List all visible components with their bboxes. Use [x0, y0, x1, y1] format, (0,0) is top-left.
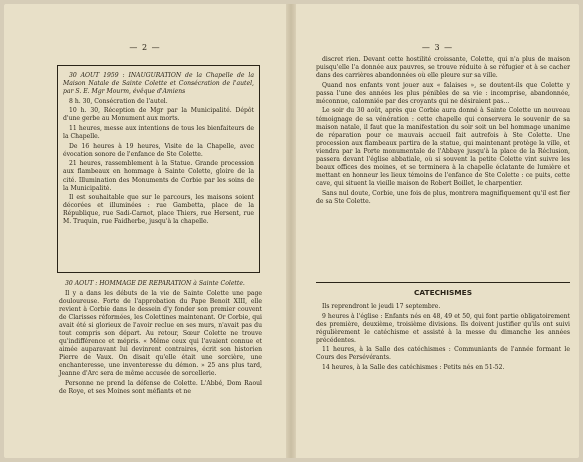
body-paragraph: Personne ne prend la défense de Colette. L'Abbé, Dom Raoul de Roye, et ses Moines sont méfiants et ne: [59, 379, 262, 395]
body-paragraph: 11 heures, à la Salle des catéchismes : Communiants de l'année formant le Cours des Persévérants.: [316, 346, 570, 362]
box-paragraph: De 16 heures à 19 heures, Visite de la Chapelle, avec évocation sonore de l'enfance de Ste Colette.: [63, 142, 254, 158]
right-page: [296, 4, 579, 458]
page-gutter: [286, 4, 296, 458]
section-divider: [316, 282, 570, 283]
section-heading: 30 AOUT : HOMMAGE DE REPARATION à Sainte Colette.: [65, 280, 245, 287]
page-number-right: — 3 —: [421, 43, 454, 52]
body-paragraph: discret rien. Devant cette hostilité croissante, Colette, qui n'a plus de maison puisqu'elle l'a donnée aux pauvres, se trouve réduite à se réfugier et à se cacher dans des carrières abandonnées où elle pleure sur sa ville.: [316, 56, 570, 80]
body-paragraph: 14 heures, à la Salle des catéchismes : Petits nés en 51-52.: [322, 364, 505, 372]
inauguration-programme-box: [57, 65, 260, 273]
box-heading: 30 AOUT 1959 : INAUGURATION de la Chapelle de la Maison Natale de Sainte Colette et Consécration de l'autel, par S. E. Mgr Mourm, évêque d'Amiens: [63, 72, 254, 96]
page-number-left: — 2 —: [129, 43, 161, 52]
booklet-spread: [4, 4, 579, 458]
body-paragraph: Ils reprendront le jeudi 17 septembre.: [322, 303, 441, 310]
body-paragraph: Quand nos enfants vont jouer aux « falaises », se doutent-ils que Colette y passa l'une des années les plus pénibles de sa vie : incomprise, abandonnée, méconnue, calomniée par des croyants qui ne désiraient pas...: [316, 81, 570, 105]
left-page: [4, 4, 286, 458]
box-paragraph: 8 h. 30, Consécration de l'autel.: [69, 97, 168, 105]
box-paragraph: 11 heures, messe aux intentions de tous les bienfaiteurs de la Chapelle.: [63, 125, 254, 141]
body-paragraph: Il y a dans les débuts de la vie de Sainte Colette une page douloureuse. Forte de l'approbation du Pape Benoit XIII, elle revient à Corbie dans le dessein d'y fonder son premier couvent de Clarisses réformées, les Colettines maintenant. Or Corbie, qui avait été si glorieux de l'avoir reclue en ses murs, n'avait pas du tout compris son départ. Au retour, Sœur Colette ne trouve qu'indifférence et mépris. « Même ceux qui l'avaient connue et aimée auparavant lui devinrent contraires, écrit son historien Pierre de Vaux. On disait qu'elle était une sorcière, une enchanteresse, une inventeresse du démon. » 25 ans plus tard, Jeanne d'Arc sera de même accusée de sorcellerie.: [59, 289, 262, 378]
box-paragraph: Il est souhaitable que sur le parcours, les maisons soient décorées et illuminées : rue Gambetta, place de la République, rue Sadi-Carnot, place Thiers, rue Hersent, rue M. Truquin, rue Faidherbe, jusqu'à la chapelle.: [63, 194, 254, 226]
body-paragraph: Le soir du 30 août, après que Corbie aura donné à Sainte Colette un nouveau témoignage de sa vénération : cette chapelle qui conservera le souvenir de sa maison natale, il faut que la manifestation du soir soit un bel hommage unanime de réparation pour ce mauvais accueil fait autrefois à Ste Colette. Une procession aux flambeaux partira de la statue, qui maintenant protège la ville, et viendra par la Porte monumentale de l'Abbaye jusqu'à la place de la Réclusion, passera devant l'église abbatiale, où si souvent la petite Colette vint suivre les beaux offices des moines, et se terminera à la chapelle éclatante de lumière et mettant en honneur les lieux témoins de l'enfance de Ste Colette : ce puits, cette cave, qui situent la vieille maison de Robert Boillet, le charpentier.: [316, 107, 570, 187]
catechismes-section: [316, 303, 570, 374]
catechismes-heading: CATECHISMES: [413, 288, 473, 297]
body-paragraph: 9 heures à l'église : Enfants nés en 48, 49 et 50, qui font partie obligatoirement des première, deuxième, troisième divisions. Ils doivent justifier qu'ils ont suivi régulièrement le catéchisme et assisté à la messe du dimanche les années précédentes.: [316, 312, 570, 344]
reparation-section: [59, 280, 262, 397]
body-paragraph: Sans nul doute, Corbie, une fois de plus, montrera magnifiquement qu'il est fier de sa Ste Colette.: [316, 189, 570, 205]
box-paragraph: 21 heures, rassemblement à la Statue. Grande procession aux flambeaux en hommage à Sainte Colette, gloire de la cité. Illumination des Monuments de Corbie par les soins de la Municipalité.: [63, 160, 254, 192]
box-paragraph: 10 h. 30, Réception de Mgr par la Municipalité. Dépôt d'une gerbe au Monument aux morts.: [63, 107, 254, 123]
reparation-continued: [316, 56, 570, 207]
